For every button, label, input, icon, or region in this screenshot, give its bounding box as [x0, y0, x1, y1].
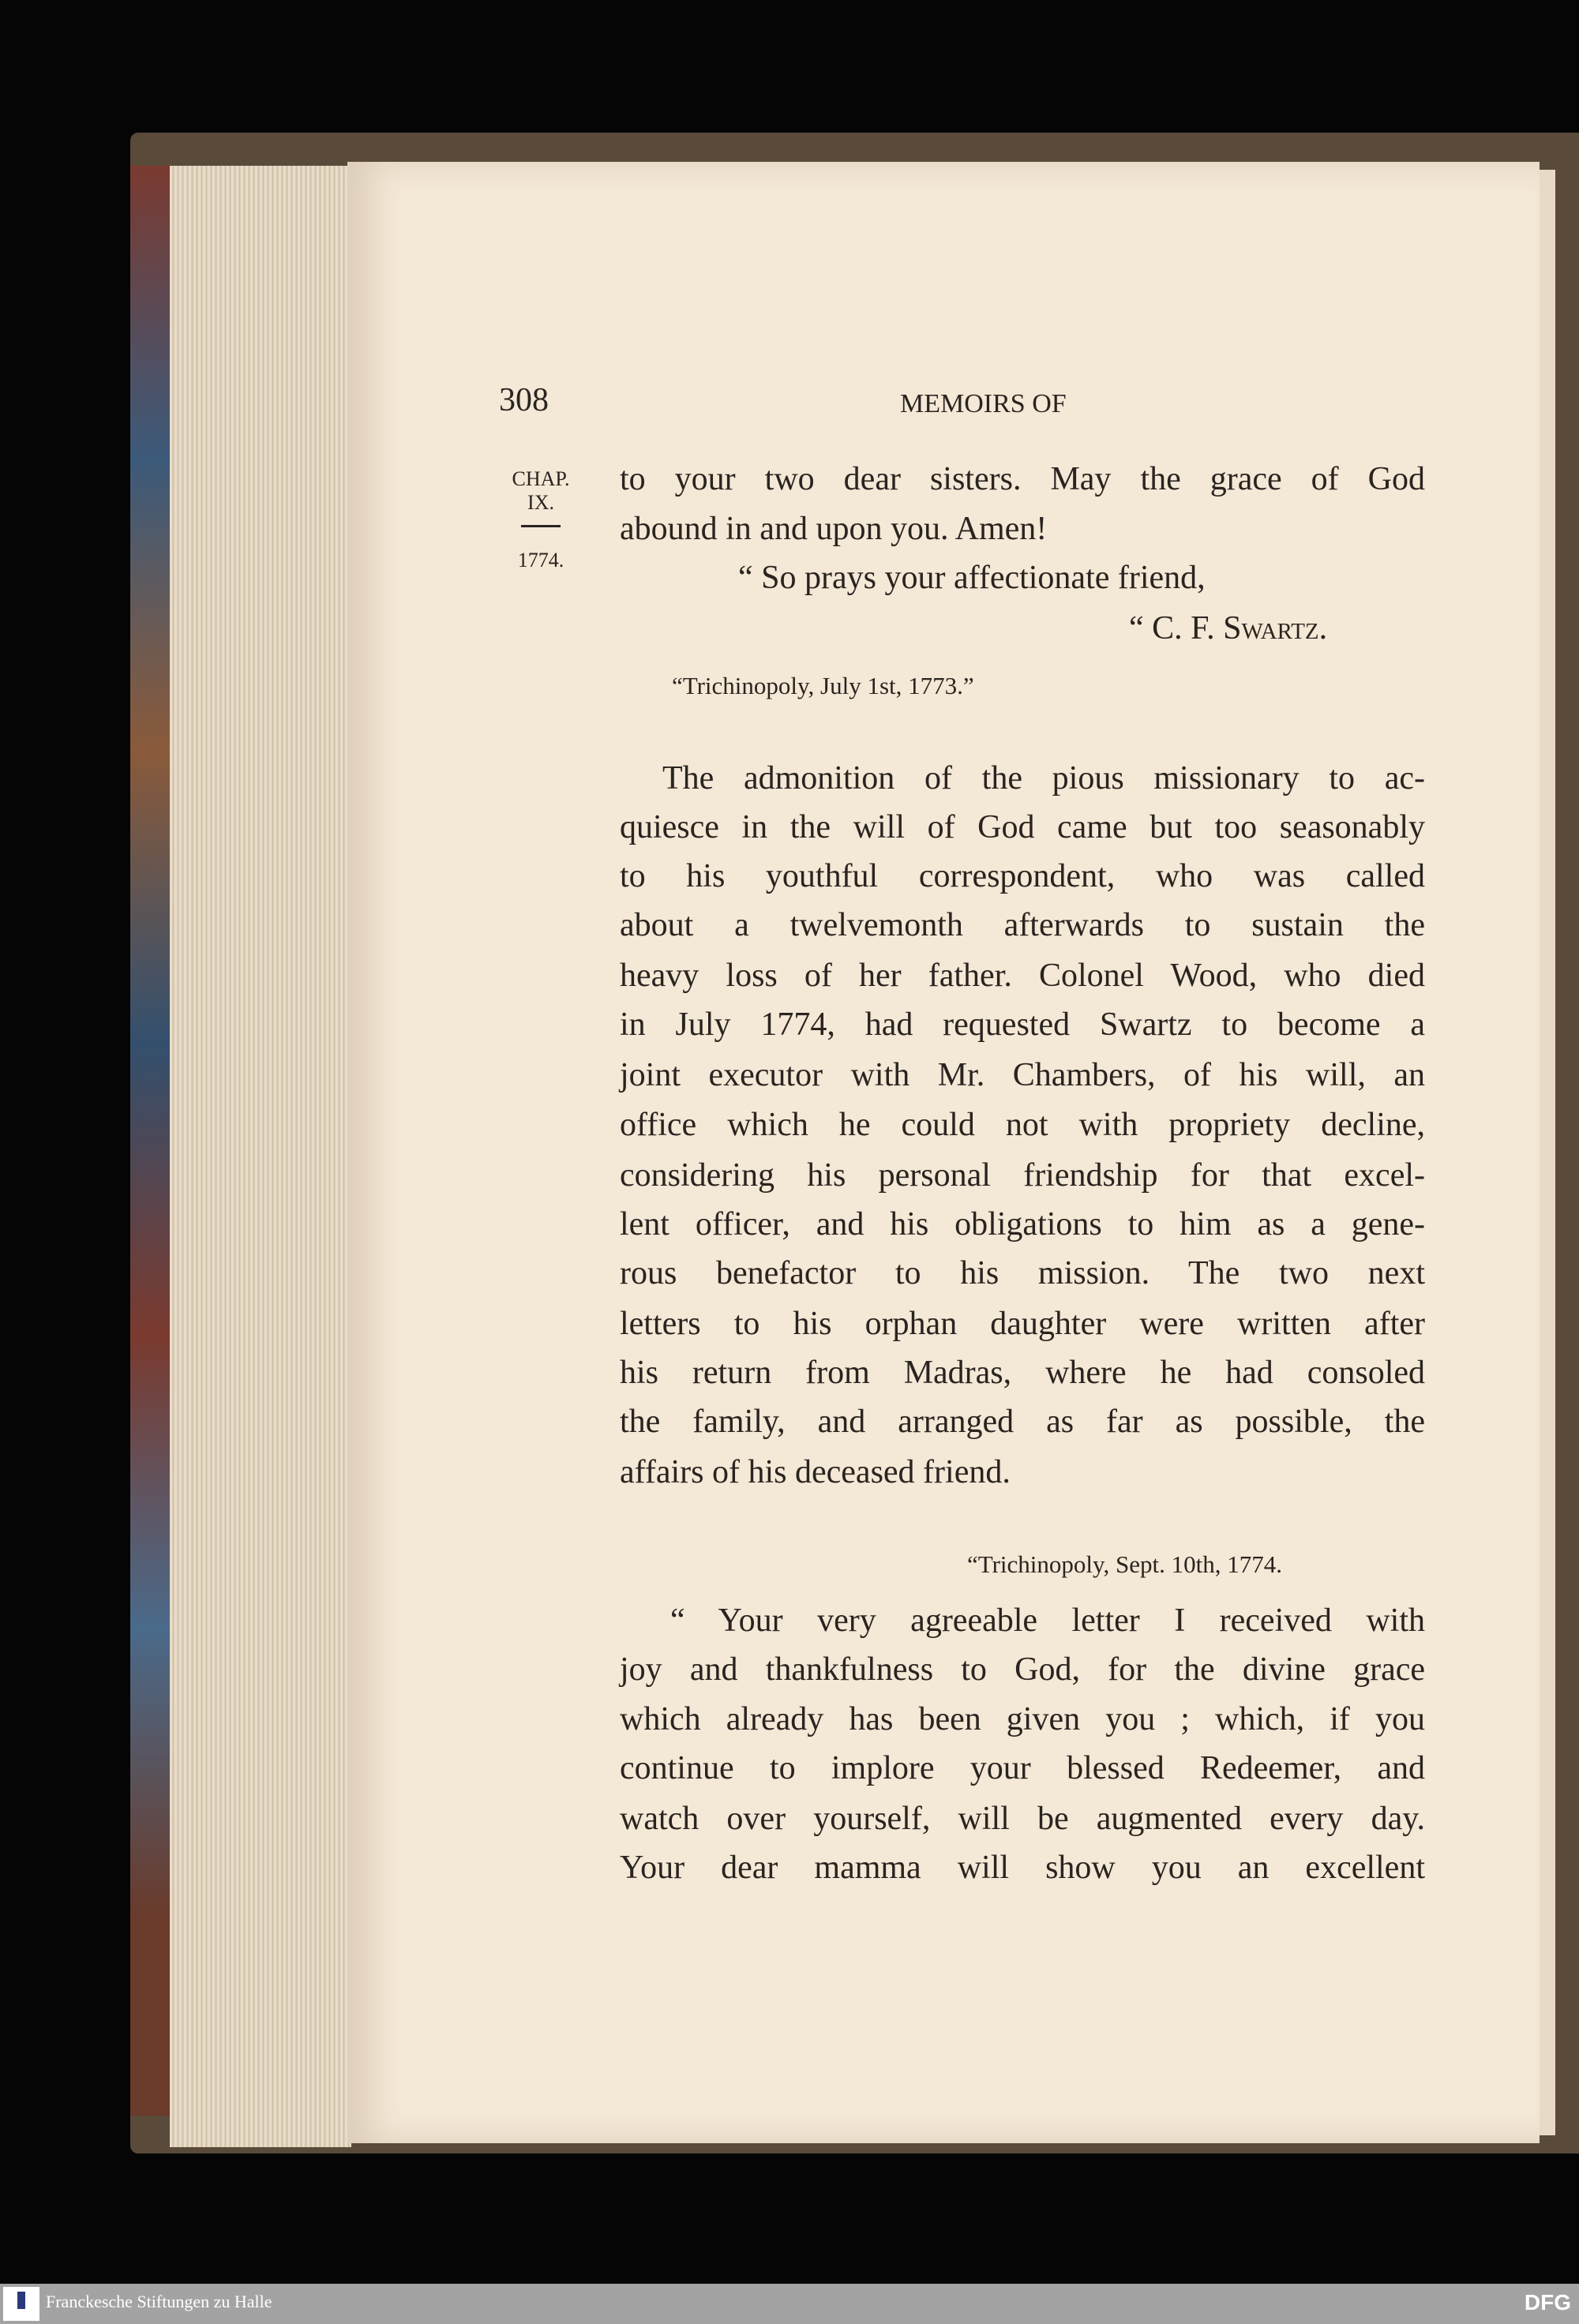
text-line: rous benefactor to his mission. The two next: [620, 1255, 1425, 1291]
margin-chapter-number: IX.: [527, 491, 554, 514]
text-line: in July 1774, had requested Swartz to become a: [620, 1006, 1425, 1043]
margin-rule: [521, 525, 561, 527]
text-line: abound in and upon you. Amen!: [620, 511, 1048, 547]
text-line: watch over yourself, will be augmented every day.: [620, 1801, 1425, 1837]
text-line: about a twelvemonth afterwards to sustain the: [620, 907, 1425, 943]
margin-year: 1774.: [517, 549, 564, 572]
text-line: continue to implore your blessed Redeemer, and: [620, 1750, 1425, 1786]
marbled-edge: [130, 166, 174, 2116]
text-line: letters to his orphan daughter were written after: [620, 1306, 1425, 1342]
text-line: joint executor with Mr. Chambers, of his will, an: [620, 1057, 1425, 1093]
text-line: to his youthful correspondent, who was called: [620, 858, 1425, 894]
dfg-logo: DFG: [1524, 2290, 1571, 2315]
text-line: the family, and arranged as far as possible, the: [620, 1404, 1425, 1440]
text-line: which already has been given you ; which, if you: [620, 1701, 1425, 1737]
text-line: joy and thankfulness to God, for the divine grace: [620, 1651, 1425, 1688]
text-line: affairs of his deceased friend.: [620, 1454, 1011, 1490]
letter-date: “Trichinopoly, July 1st, 1773.”: [672, 672, 974, 699]
text-line: heavy loss of her father. Colonel Wood, who died: [620, 958, 1425, 994]
signature: “ C. F. Swartz.: [1129, 610, 1328, 647]
text-line: lent officer, and his obligations to him as a gene-: [620, 1206, 1425, 1243]
text-line: The admonition of the pious missionary to ac-: [662, 760, 1425, 797]
text-line: Your dear mamma will show you an excellent: [620, 1850, 1425, 1886]
text-line: office which he could not with propriety decline,: [620, 1107, 1425, 1143]
page-number: 308: [499, 382, 549, 418]
footer-bar: [0, 2284, 1579, 2324]
letter-date: “Trichinopoly, Sept. 10th, 1774.: [967, 1550, 1282, 1578]
running-title: MEMOIRS OF: [900, 389, 1067, 418]
text-line: “ Your very agreeable letter I received with: [670, 1602, 1425, 1639]
text-line: quiesce in the will of God came but too seasonably: [620, 809, 1425, 845]
text-line: to your two dear sisters. May the grace of God: [620, 461, 1425, 497]
text-line: his return from Madras, where he had consoled: [620, 1355, 1425, 1391]
text-line: considering his personal friendship for that excel-: [620, 1157, 1425, 1194]
institution-logo-icon: [3, 2287, 39, 2321]
facing-page-edge: [1540, 170, 1555, 2135]
page-stack: [170, 166, 351, 2147]
margin-chap: CHAP.: [512, 467, 570, 490]
text-line: “ So prays your affectionate friend,: [738, 560, 1206, 596]
institution-name: Franckesche Stiftungen zu Halle: [46, 2292, 272, 2311]
